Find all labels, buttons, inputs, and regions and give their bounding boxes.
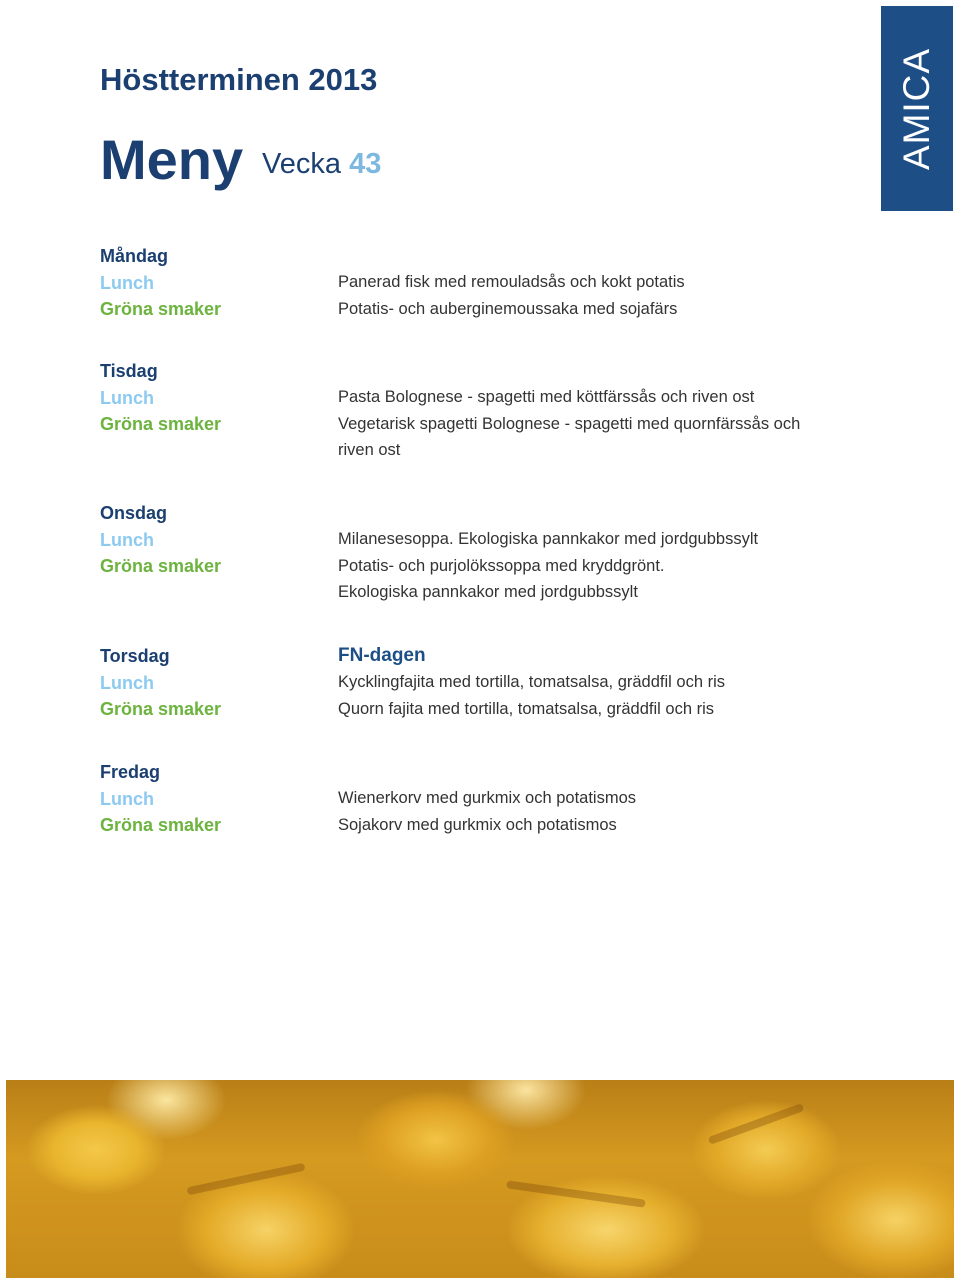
semester-title: Höstterminen 2013 bbox=[100, 62, 378, 97]
week-number: 43 bbox=[349, 148, 382, 180]
dish-line: Sojakorv med gurkmix och potatismos bbox=[338, 815, 617, 834]
dish-line: Milanesesoppa. Ekologiska pannkakor med jordgubbssylt bbox=[338, 530, 759, 548]
dish-line: Panerad fisk med remouladsås och kokt potatis bbox=[338, 273, 685, 291]
day-name: Måndag bbox=[100, 246, 169, 266]
dish-line: Pasta Bolognese - spagetti med köttfärssås och riven ost bbox=[338, 388, 755, 406]
lunch-label: Lunch bbox=[100, 672, 154, 693]
brand-logo: AMICA bbox=[896, 47, 937, 170]
dish-line: riven ost bbox=[338, 441, 401, 459]
green-label: Gröna smaker bbox=[100, 414, 222, 434]
dish-line: Quorn fajita med tortilla, tomatsalsa, gräddfil och ris bbox=[338, 699, 714, 718]
green-label: Gröna smaker bbox=[100, 815, 222, 835]
day-name: Torsdag bbox=[100, 646, 170, 666]
lunch-label: Lunch bbox=[100, 788, 154, 809]
menu-title: Meny bbox=[100, 128, 244, 191]
special-day-heading: FN-dagen bbox=[338, 645, 426, 666]
day-name: Onsdag bbox=[100, 503, 168, 523]
chanterelle-photo bbox=[6, 1080, 954, 1278]
dish-line: Kycklingfajita med tortilla, tomatsalsa, gräddfil och ris bbox=[338, 673, 725, 691]
dish-line: Ekologiska pannkakor med jordgubbssylt bbox=[338, 583, 638, 601]
green-label: Gröna smaker bbox=[100, 299, 222, 319]
brand-tab bbox=[881, 6, 953, 211]
week-indicator bbox=[262, 148, 381, 181]
dish-line: Wienerkorv med gurkmix och potatismos bbox=[338, 789, 637, 807]
day-name: Fredag bbox=[100, 762, 161, 782]
lunch-label: Lunch bbox=[100, 272, 154, 293]
green-label: Gröna smaker bbox=[100, 699, 222, 719]
lunch-label: Lunch bbox=[100, 387, 154, 408]
photo-shadow bbox=[186, 1163, 305, 1196]
dish-line: Potatis- och auberginemoussaka med sojafärs bbox=[338, 299, 678, 318]
green-label: Gröna smaker bbox=[100, 556, 222, 576]
day-name: Tisdag bbox=[100, 361, 158, 381]
dish-line: Vegetarisk spagetti Bolognese - spagetti med quornfärssås och bbox=[338, 414, 801, 433]
week-label: Vecka bbox=[262, 148, 341, 180]
photo-shadow bbox=[708, 1103, 805, 1145]
photo-shadow bbox=[506, 1180, 646, 1207]
lunch-label: Lunch bbox=[100, 529, 154, 550]
dish-line: Potatis- och purjolökssoppa med kryddgrönt. bbox=[338, 556, 665, 575]
